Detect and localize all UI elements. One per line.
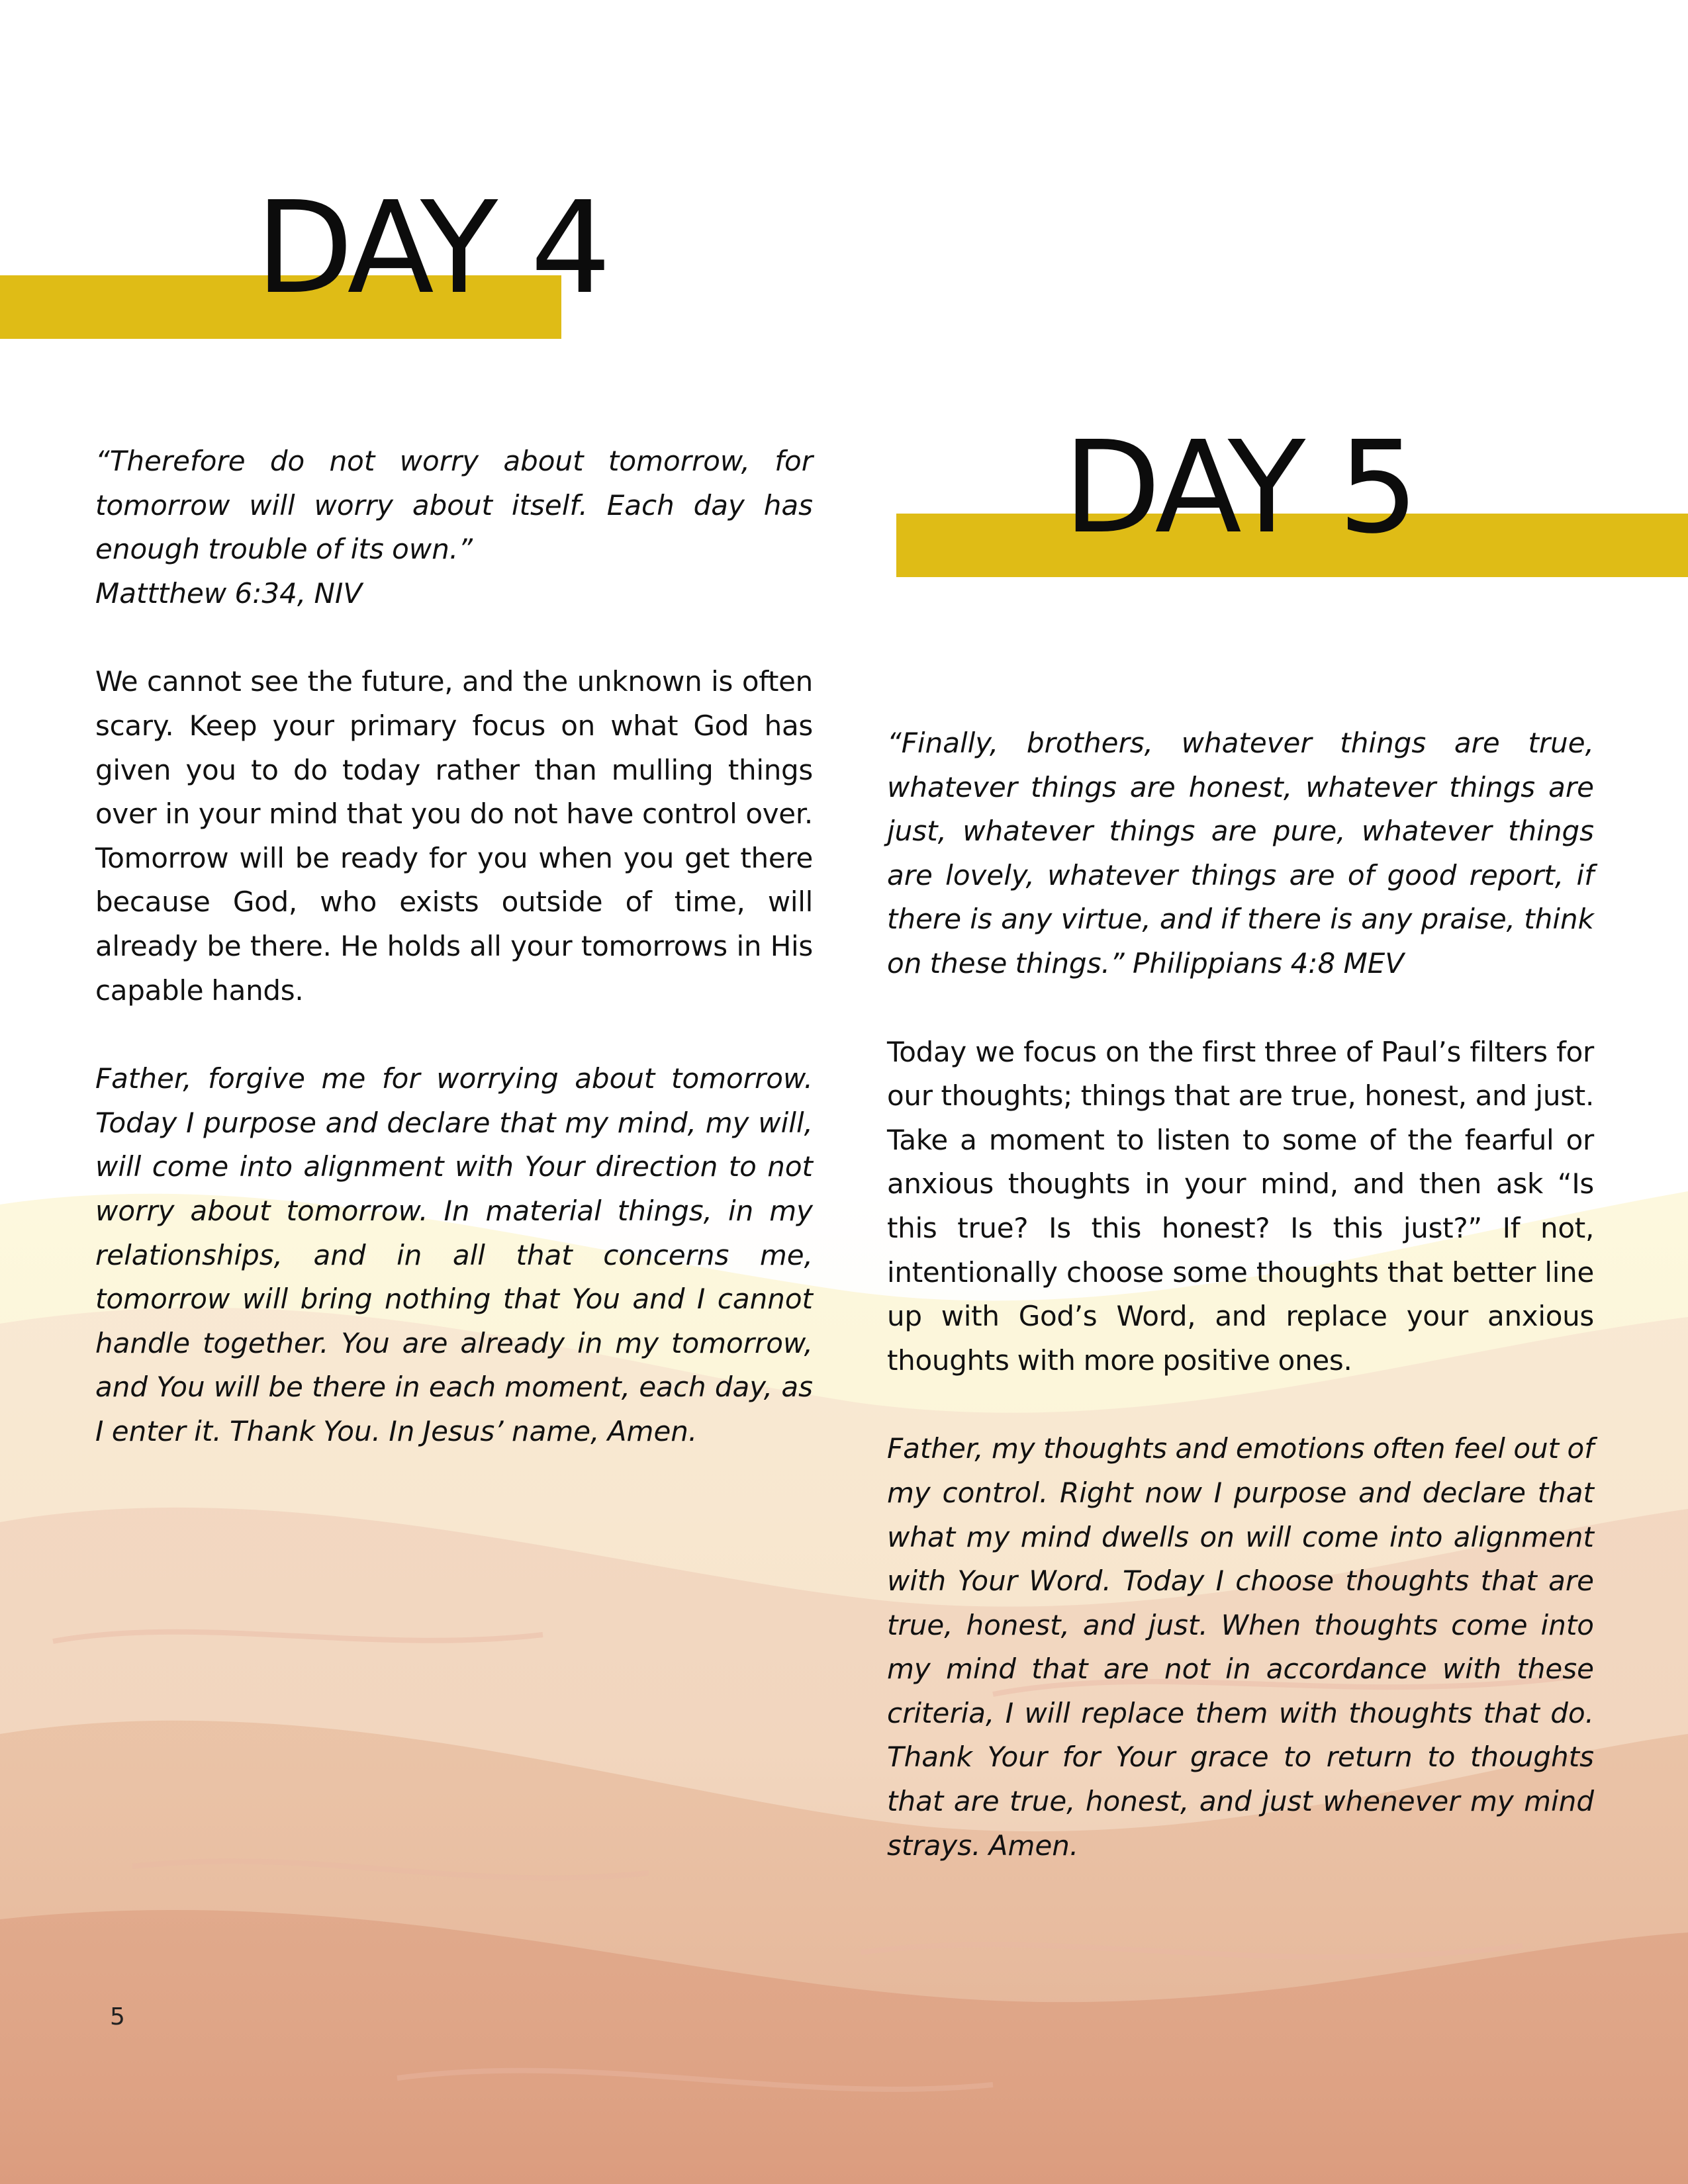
day5-column	[887, 721, 1594, 1912]
day4-scripture-quote: “Therefore do not worry about tomorrow, for tomorrow will worry about itself. Each day has enough trouble of its own.”	[95, 445, 813, 566]
day5-prayer: Father, my thoughts and emotions often feel out of my control. Right now I purpose and declare that what my mind dwells on will come into alignment with Your Word. Today I choose thoughts that are true, honest, and just. When thoughts come into my mind that are not in accordance with these criteria, I will replace them with thoughts that do. Thank Your for Your grace to return to thoughts that are true, honest, and just whenever my mind strays. Amen.	[887, 1432, 1594, 1862]
day4-heading: DAY 4	[256, 175, 608, 322]
day4-column	[95, 439, 813, 1498]
day4-prayer: Father, forgive me for worrying about tomorrow. Today I purpose and declare that my mind, my will, will come into alignment with Your direction to not worry about tomorrow. In material things, in my relationships, and in all that concerns me, tomorrow will bring nothing that You and I cannot handle together. You are already in my tomorrow, and You will be there in each moment, each day, as I enter it. Thank You. In Jesus’ name, Amen.	[95, 1062, 813, 1447]
day5-scripture: “Finally, brothers, whatever things are true, whatever things are honest, whatever things are just, whatever things are pure, whatever things are lovely, whatever things are of good report, if there is any virtue, and if there is any praise, think on these things.” Philippians 4:8 MEV	[887, 727, 1594, 979]
page-number: 5	[110, 2003, 125, 2030]
day4-devotion: We cannot see the future, and the unknown is often scary. Keep your primary focus on what God has given you to do today rather than mulling things over in your mind that you do not have control over. Tomorrow will be ready for you when you get there because God, who exists outside of time, will already be there. He holds all your tomorrows in His capable hands.	[95, 665, 813, 1007]
day5-devotion: Today we focus on the first three of Paul’s filters for our thoughts; things that are true, honest, and just. Take a moment to listen to some of the fearful or anxious thoughts in your mind, and then ask “Is this true? Is this honest? Is this just?” If not, intentionally choose some thoughts that better line up with God’s Word, and replace your anxious thoughts with more positive ones.	[887, 1035, 1594, 1377]
day5-heading: DAY 5	[1063, 414, 1415, 562]
day4-scripture-reference: Mattthew 6:34, NIV	[95, 576, 363, 610]
